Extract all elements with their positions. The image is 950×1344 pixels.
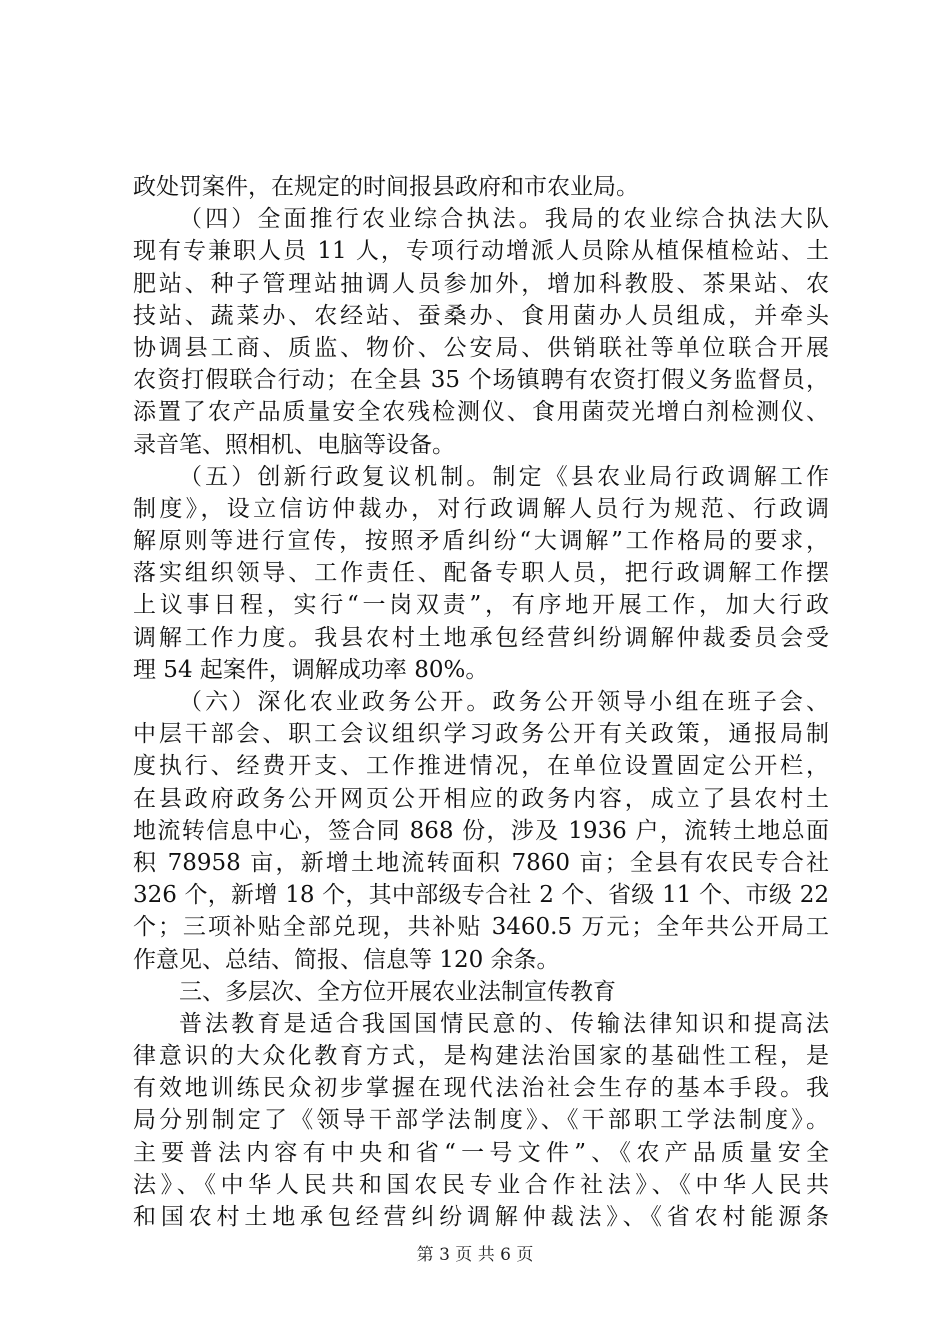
text-line: 度执行、经费开支、工作推进情况，在单位设置固定公开栏， xyxy=(133,753,829,780)
text-line: 调解工作力度。我县农村土地承包经营纠纷调解仲裁委员会受 xyxy=(133,624,829,651)
document-body xyxy=(133,171,829,1233)
text-line: 个；三项补贴全部兑现，共补贴 3460.5 万元；全年共公开局工 xyxy=(133,914,829,941)
text-line: 肥站、种子管理站抽调人员参加外，增加科教股、茶果站、农 xyxy=(133,270,829,297)
text-line: 作意见、总结、简报、信息等 120 余条。 xyxy=(133,946,560,973)
text-line: 326 个，新增 18 个，其中部级专合社 2 个、省级 11 个、市级 22 xyxy=(133,882,829,909)
text-line: 添置了农产品质量安全农残检测仪、食用菌荧光增白剂检测仪、 xyxy=(133,399,829,426)
page-number: 第 3 页 共 6 页 xyxy=(416,1245,534,1265)
page-footer xyxy=(0,1245,950,1265)
text-line: 和国农村土地承包经营纠纷调解仲裁法》、《省农村能源条 xyxy=(133,1204,829,1230)
text-line: 普法教育是适合我国国情民意的、传输法律知识和提高法 xyxy=(179,1010,829,1037)
text-line: 积 78958 亩，新增土地流转面积 7860 亩；全县有农民专合社 xyxy=(133,849,829,876)
text-line: 农资打假联合行动；在全县 35 个场镇聘有农资打假义务监督员， xyxy=(133,367,829,394)
text-line: 政处罚案件，在规定的时间报县政府和市农业局。 xyxy=(133,174,639,200)
text-line: 律意识的大众化教育方式，是构建法治国家的基础性工程，是 xyxy=(133,1043,829,1070)
text-line: 局分别制定了《领导干部学法制度》、《干部职工学法制度》。 xyxy=(133,1107,829,1134)
text-line: 上议事日程，实行“一岗双责”，有序地开展工作，加大行政 xyxy=(133,592,829,619)
text-line: 现有专兼职人员 11 人，专项行动增派人员除从植保植检站、土 xyxy=(133,238,829,265)
text-line: 主要普法内容有中央和省“一号文件”、《农产品质量安全 xyxy=(133,1139,829,1166)
text-line: 有效地训练民众初步掌握在现代法治社会生存的基本手段。我 xyxy=(133,1075,829,1102)
text-line: 理 54 起案件，调解成功率 80%。 xyxy=(133,656,489,683)
text-line: 技站、蔬菜办、农经站、蚕桑办、食用菌办人员组成，并牵头 xyxy=(133,302,829,329)
text-line: 协调县工商、质监、物价、公安局、供销联社等单位联合开展 xyxy=(133,334,829,361)
text-line: 中层干部会、职工会议组织学习政务公开有关政策，通报局制 xyxy=(133,721,829,748)
text-line: 三、多层次、全方位开展农业法制宣传教育 xyxy=(179,978,616,1005)
text-line: 地流转信息中心，签合同 868 份，涉及 1936 户，流转土地总面 xyxy=(133,817,829,844)
text-line: 落实组织领导、工作责任、配备专职人员，把行政调解工作摆 xyxy=(133,560,829,587)
text-line: 解原则等进行宣传，按照矛盾纠纷“大调解”工作格局的要求， xyxy=(133,528,829,555)
text-line: 法》、《中华人民共和国农民专业合作社法》、《中华人民共 xyxy=(133,1171,829,1198)
text-line: （五）创新行政复议机制。制定《县农业局行政调解工作 xyxy=(179,463,829,490)
text-line: （六）深化农业政务公开。政务公开领导小组在班子会、 xyxy=(179,689,829,715)
text-line: （四）全面推行农业综合执法。我局的农业综合执法大队 xyxy=(179,206,829,233)
text-line: 录音笔、照相机、电脑等设备。 xyxy=(133,431,455,458)
text-line: 制度》，设立信访仲裁办，对行政调解人员行为规范、行政调 xyxy=(133,495,829,522)
text-line: 在县政府政务公开网页公开相应的政务内容，成立了县农村土 xyxy=(133,785,829,812)
